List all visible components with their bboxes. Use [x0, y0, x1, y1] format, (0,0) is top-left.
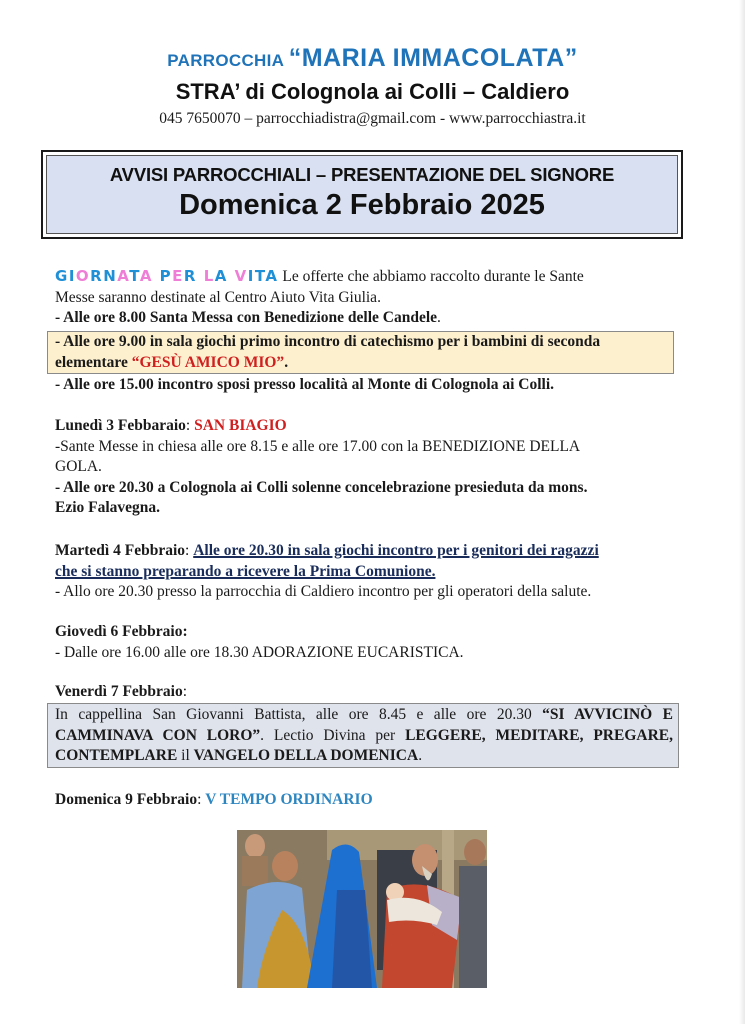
monday-line-4: Ezio Falavegna.: [55, 499, 161, 516]
tuesday-section: [55, 541, 680, 603]
next-sunday-section: [55, 790, 680, 811]
lectio-divina-box: [47, 703, 679, 768]
catechism-text-2: elementare: [55, 353, 132, 371]
tuesday-line-3: - Allo ore 20.30 presso la parrocchia di Caldiero incontro per gli operatori della salute.: [55, 583, 592, 600]
monday-line-2: GOLA.: [55, 458, 102, 475]
parish-contact: 045 7650070 – parrocchiadistra@gmail.com - www.parrocchiastra.it: [159, 110, 586, 127]
headline-letter: T: [254, 267, 266, 285]
friday-day: Venerdì 7 Febbraio: [55, 683, 183, 700]
catechism-text-1: - Alle ore 9.00 in sala giochi primo incontro di catechismo per i bambini di seconda: [55, 333, 601, 350]
painting-figure-woman-head: [245, 834, 265, 858]
painting-right-figure-body: [459, 866, 487, 988]
friday-heading: [55, 682, 680, 703]
title-box-inner: [46, 155, 678, 234]
sunday-item-couples: - Alle ore 15.00 incontro sposi presso località al Monte di Colognola ai Colli.: [55, 376, 555, 393]
giornata-per-la-vita-headline: [55, 267, 279, 285]
catechism-title: “GESÙ AMICO MIO”: [131, 353, 285, 371]
title-box: [41, 150, 683, 239]
painting-joseph-head: [272, 851, 298, 881]
monday-day: Lunedì 3 Febbaraio: [55, 417, 186, 434]
headline-letter: R: [183, 267, 197, 285]
page-edge: [739, 0, 745, 1024]
painting-illustration: [237, 830, 487, 988]
catechism-highlight-box: [47, 331, 674, 374]
parish-title: [0, 44, 745, 73]
sunday-item-candles: - Alle ore 8.00 Santa Messa con Benedizione delle Candele: [55, 309, 438, 326]
parish-location: STRA’ di Colognola ai Colli – Caldiero: [175, 79, 570, 104]
lectio-text-3: il: [177, 747, 194, 764]
lectio-end: .: [418, 747, 423, 764]
headline-letter: R: [90, 267, 104, 285]
sunday-item-candles-end: .: [437, 309, 441, 326]
painting-right-figure-head: [464, 839, 486, 865]
next-sunday-label: V TEMPO ORDINARIO: [205, 791, 373, 808]
lectio-text-2: . Lectio Divina per: [260, 726, 406, 744]
thursday-line-1: - Dalle ore 16.00 alle ore 18.30 ADORAZIONE EUCARISTICA.: [55, 643, 464, 661]
headline-letter: E: [172, 267, 184, 285]
notice-date: Domenica 2 Febbraio 2025: [179, 189, 545, 221]
monday-line-1: -Sante Messe in chiesa alle ore 8.15 e alle ore 17.00 con la BENEDIZIONE DELLA: [55, 437, 581, 455]
painting-mary-dress: [332, 890, 372, 988]
headline-letter: P: [159, 267, 173, 285]
lectio-text-1: In cappellina San Giovanni Battista, alle ore 8.45 e alle ore 20.30: [55, 706, 543, 723]
headline-letter: T: [129, 267, 140, 285]
tuesday-sep: :: [185, 542, 194, 559]
friday-sep: :: [182, 683, 188, 700]
monday-section: [55, 416, 680, 519]
tuesday-meeting-2: che si stanno preparando a ricevere la Prima Comunione.: [55, 562, 436, 580]
headline-letter: A: [117, 267, 130, 285]
headline-letter: N: [103, 267, 118, 285]
presentation-painting: [237, 830, 487, 988]
headline-letter: [153, 267, 160, 285]
headline-letter: O: [75, 267, 91, 285]
monday-feast: SAN BIAGIO: [194, 417, 287, 434]
headline-letter: [197, 267, 204, 285]
tuesday-meeting-1: Alle ore 20.30 in sala giochi incontro per i genitori dei ragazzi: [193, 542, 599, 559]
sunday-intro: [55, 266, 680, 329]
next-sunday-sep: :: [197, 791, 206, 808]
notice-title: AVVISI PARROCCHIALI – PRESENTAZIONE DEL SIGNORE: [109, 164, 615, 185]
monday-line-3: - Alle ore 20.30 a Colognola ai Colli solenne concelebrazione presieduta da mons.: [55, 478, 588, 496]
parish-prefix: PARROCCHIA: [167, 51, 285, 70]
parish-name: “MARIA IMMACOLATA”: [288, 44, 578, 72]
headline-letter: A: [265, 267, 279, 285]
headline-letter: I: [247, 267, 255, 285]
sunday-intro-text-1: Le offerte che abbiamo raccolto durante le Sante: [278, 268, 584, 285]
thursday-section: [55, 622, 680, 663]
lectio-title: “SI AVVICINÒ E CAMMINAVA CON LORO”: [55, 706, 673, 744]
catechism-end: .: [284, 353, 289, 371]
headline-letter: V: [234, 267, 248, 285]
headline-letter: A: [214, 267, 228, 285]
next-sunday-day: Domenica 9 Febbraio: [55, 791, 198, 808]
tuesday-day: Martedì 4 Febbraio: [55, 542, 186, 559]
thursday-day: Giovedì 6 Febbraio:: [55, 623, 188, 640]
headline-letter: G: [55, 267, 69, 285]
headline-letter: L: [203, 267, 215, 285]
lectio-gospel: VANGELO DELLA DOMENICA: [193, 747, 419, 764]
sunday-intro-text-2: Messe saranno destinate al Centro Aiuto Vita Giulia.: [55, 288, 381, 306]
monday-sep: :: [185, 417, 195, 434]
headline-letter: [228, 267, 235, 285]
lectio-verbs: LEGGERE, MEDITARE, PREGARE, CONTEMPLARE: [55, 726, 673, 764]
headline-letter: I: [68, 267, 76, 285]
painting-figure-woman-body: [242, 856, 268, 886]
headline-letter: A: [139, 267, 153, 285]
